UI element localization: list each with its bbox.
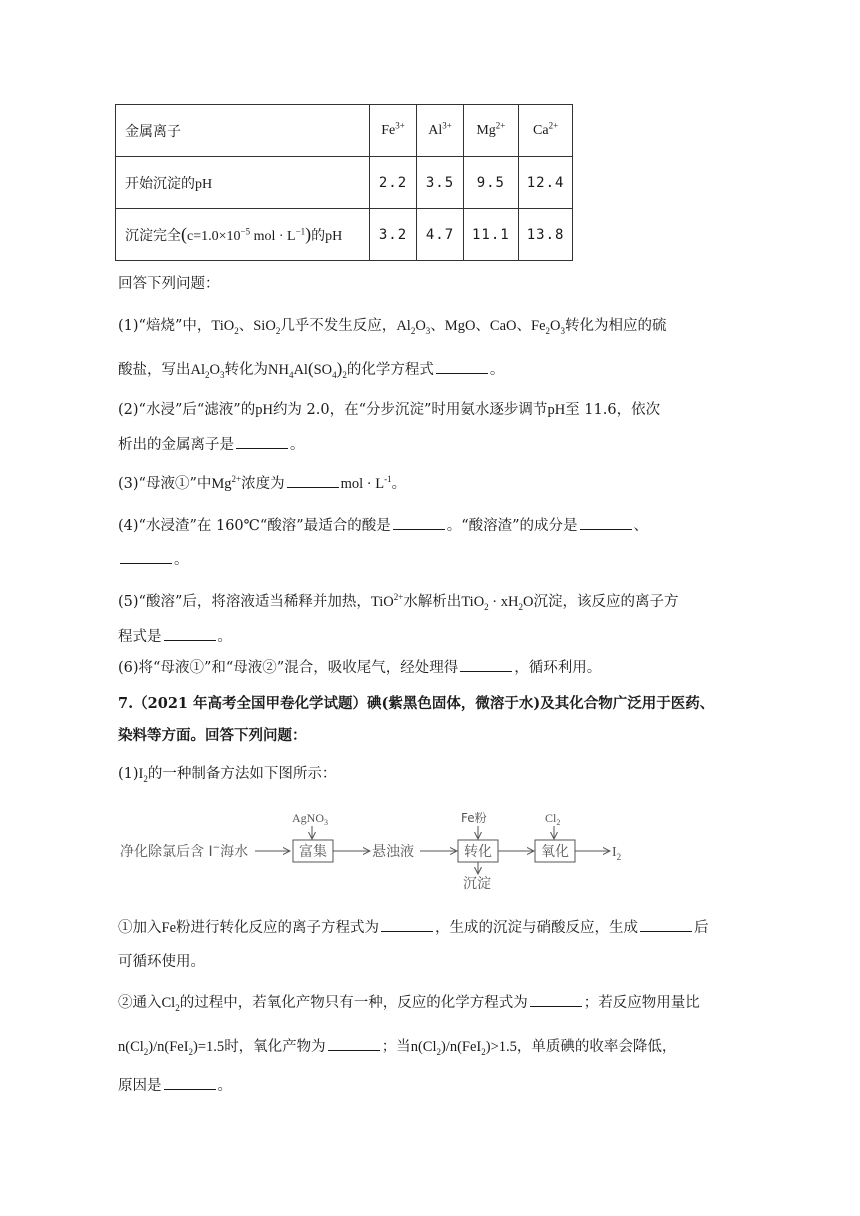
answer-blank: [236, 434, 288, 449]
sub-question-2-line-1: ②通入$Cl_2$的过程中，若氧化产物只有一种，反应的化学方程式为 ；若反应物用量比: [118, 991, 700, 1012]
answer-blank: [530, 992, 582, 1007]
sub-question-2-line-2: $n(Cl_2)/n(FeI_2)=1.5$时，氧化产物为 ；当$n(Cl_2)/n(FeI_2)>1.5$，单质碘的收率会降低，: [118, 1035, 676, 1056]
table-cell: 12.4: [518, 157, 573, 209]
flow-start-label: 净化除氯后含 I−海水: [120, 843, 249, 860]
cl2-label: $Cl_2$: [545, 811, 561, 827]
step-oxidize-label: 氧化: [541, 844, 569, 860]
answer-blank: [381, 917, 433, 932]
answer-blank: [164, 626, 216, 641]
header-label: 金属离子: [116, 105, 370, 157]
answer-blank: [393, 515, 445, 530]
question-2-line-2: 析出的金属离子是 。: [118, 433, 305, 454]
intro-line: 回答下列问题：: [118, 276, 220, 292]
sub-question-2-line-3: 原因是 。: [118, 1074, 232, 1095]
question-3-line: (3)“母液①”中$Mg^{2+}$浓度为 mol · $L^{-1}$。: [118, 474, 407, 492]
table-cell: 13.8: [518, 209, 573, 261]
table-cell: 3.5: [417, 157, 464, 209]
iodine-product-label: $I_2$: [612, 845, 622, 862]
table-cell: 9.5: [464, 157, 519, 209]
table-cell: 11.1: [464, 209, 519, 261]
suspension-label: 悬浊液: [372, 844, 414, 860]
step-enrich-label: 富集: [299, 844, 327, 860]
answer-blank: [460, 657, 512, 672]
sub-question-1-line-1: ①加入Fe粉进行转化反应的离子方程式为 ，生成的沉淀与硝酸反应，生成 后: [118, 916, 709, 937]
question-6-line: (6)将“母液①”和“母液②”混合，吸收尾气，经处理得 ，循环利用。: [118, 656, 601, 677]
row-label-start: 开始沉淀的pH: [116, 157, 370, 209]
question-2-line-1: (2)“水浸”后“滤液”的pH约为 2.0，在“分步沉淀”时用氨水逐步调节pH至 11.6，依次: [118, 402, 661, 418]
question-4-line-2: 。: [118, 548, 189, 569]
iodine-preparation-flowchart: [118, 808, 638, 894]
table-cell: 4.7: [417, 209, 464, 261]
answer-blank: [120, 549, 172, 564]
agno3-label: AgNO$_3$: [292, 811, 328, 827]
question-7-1-line: $(1)I_2$的一种制备方法如下图所示：: [118, 766, 337, 784]
header-ion-al: $Al^{3+}$: [417, 105, 464, 157]
question-1-line-2: 酸盐，写出$Al_2O_3$转化为$NH_4Al(SO_4)_2$的化学方程式 。: [118, 359, 505, 380]
step-convert-label: 转化: [464, 844, 492, 860]
question-7-line-1: 7.（2021 年高考全国甲卷化学试题）碘(紫黑色固体，微溶于水)及其化合物广泛用于医药、: [118, 695, 715, 712]
precipitate-label: 沉淀: [463, 876, 491, 892]
answer-blank: [328, 1036, 380, 1051]
answer-blank: [287, 473, 339, 488]
table-cell: 2.2: [370, 157, 417, 209]
fe-powder-label: Fe粉: [461, 811, 487, 825]
header-ion-ca: $Ca^{2+}$: [518, 105, 573, 157]
header-ion-mg: $Mg^{2+}$: [464, 105, 519, 157]
answer-blank: [164, 1075, 216, 1090]
question-7-line-2: 染料等方面。回答下列问题：: [118, 727, 307, 744]
table-cell: 3.2: [370, 209, 417, 261]
answer-blank: [640, 917, 692, 932]
question-5-line-2: 程式是 。: [118, 625, 232, 646]
question-4-line-1: (4)“水浸渣”在 160℃“酸溶”最适合的酸是 。“酸溶渣”的成分是 、: [118, 514, 648, 535]
table-header-row: [116, 105, 573, 157]
table-row: [116, 209, 573, 261]
question-1-line-1: (1)“焙烧”中，TiO$_2$、SiO$_2$几乎不发生反应，$Al_2O_3$、MgO、CaO、$Fe_2O_3$转化为相应的硫: [118, 318, 667, 336]
table-row: [116, 157, 573, 209]
row-label-complete: 沉淀完全($c=1.0\times 10^{-5}$ mol · $L^{-1}$)的pH: [116, 209, 370, 261]
answer-blank: [436, 359, 488, 374]
answer-blank: [580, 515, 632, 530]
precipitation-ph-table: [115, 104, 573, 261]
header-ion-fe: $Fe^{3+}$: [370, 105, 417, 157]
sub-question-1-line-2: 可循环使用。: [118, 954, 205, 970]
question-5-line-1: (5)“酸溶”后，将溶液适当稀释并加热，TiO$^{2+}$水解析出$TiO_2 \cdot xH_2O$沉淀，该反应的离子方: [118, 592, 679, 612]
